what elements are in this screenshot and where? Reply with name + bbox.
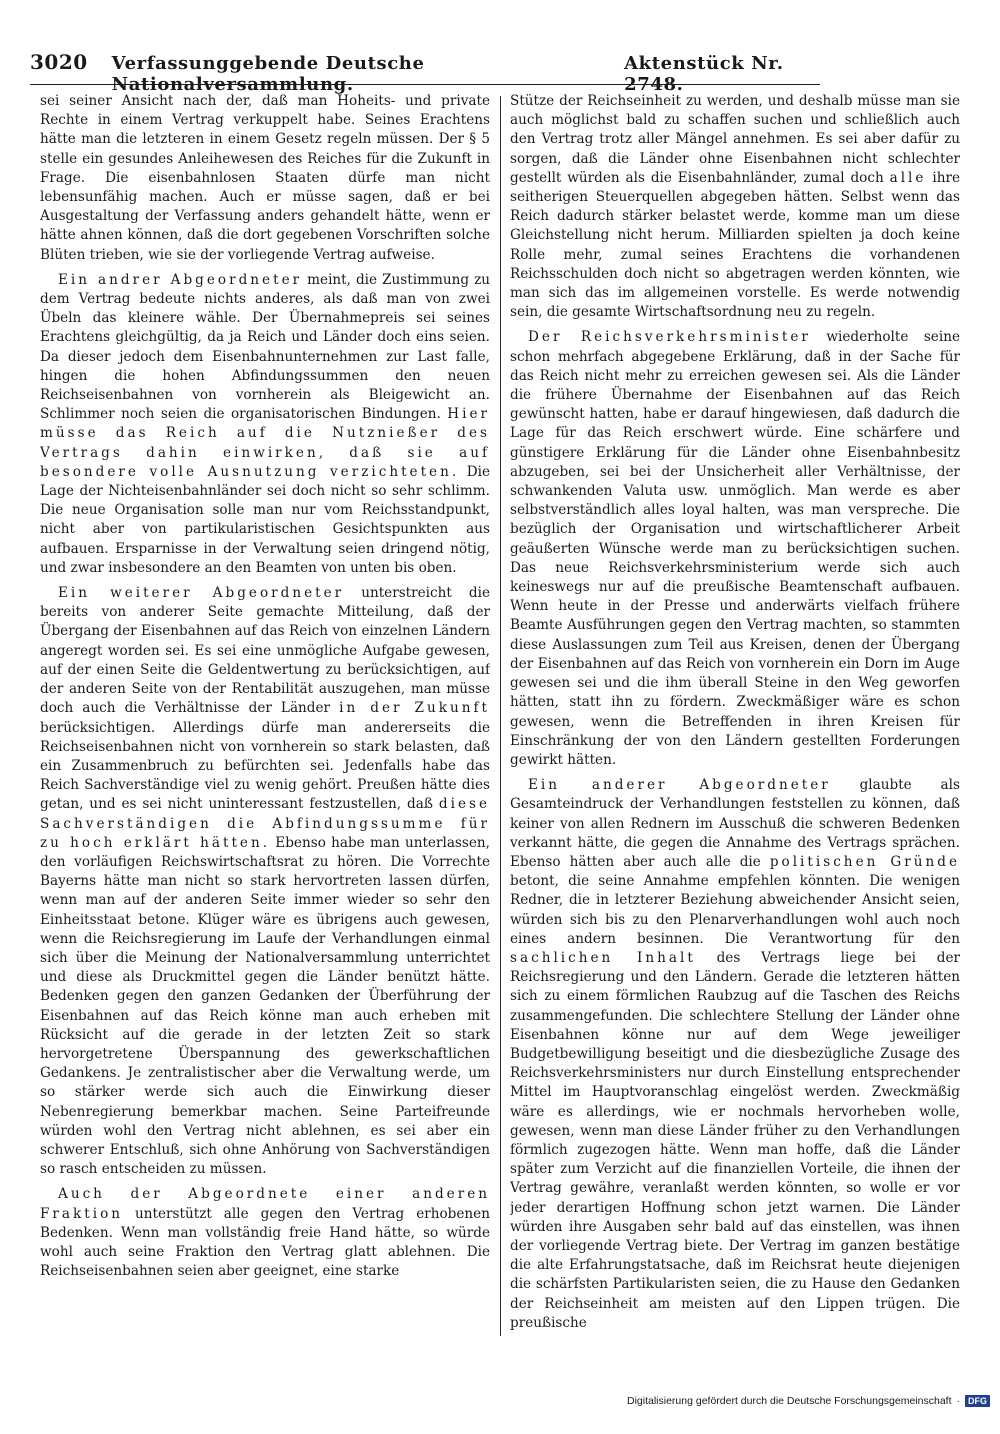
- paragraph: [40, 1185, 490, 1281]
- paragraph-text: Ebenso habe man unterlassen, den vorläufigen Reichswirtschaftsrat zu hören. Die Vorrechte Bayerns hätte man nicht so stark hervortreten lassen dürfen, wenn man auf der anderen Seite immer wieder so sehr den Einheitsstaat betone. Klüger wäre es übrigens auch gewesen, wenn die Reichsregierung im Laufe der Verhandlungen einmal sich über die Meinung der Nationalversammlung unterrichtet und diese als Druckmittel gegen die Länder benützt hätte. Bedenken gegen den ganzen Gedanken der Überführung der Eisenbahnen auf das Reich könne man auch erheben mit Rücksicht auf die gerade in der letzten Zeit so stark hervorgetretene Überspannung des gewerkschaftlichen Gedankens. Je zentralistischer aber die Verwaltung werde, um so stärker werde sich auch die Einwirkung dieser Nebenregierung bemerkbar machen. Seine Parteifreunde würden wohl den Vertrag nicht ablehnen, es sei aber ein schwerer Entschluß, sich ohne Anhörung von Sachverständigen so rasch entscheiden zu müssen.: [40, 834, 490, 1178]
- running-title: Verfassunggebende Deutsche Nationalversammlung.: [111, 53, 425, 95]
- paragraph-text: Stütze der Reichseinheit zu werden, und deshalb müsse man sie auch möglichst bald zu schaffen suchen und schließlich auch den Vertrag trotz aller Mängel annehmen. Es sei aber dafür zu sorgen, daß die Länder ohne Eisenbahnen nicht schlechter gestellt würden als die Eisenbahnländer, zumal doch: [510, 93, 960, 186]
- emphasized-text: Hier müsse das Reich auf die Nutznießer des Vertrags dahin einwirken, daß sie auf besondere volle Ausnutzung verzichteten.: [40, 406, 490, 480]
- speaker-name: Auch der Abgeordnete einer anderen Fraktion: [40, 1186, 490, 1222]
- speaker-name: Ein anderer Abgeordneter: [528, 777, 831, 794]
- paragraph: [40, 92, 490, 265]
- dfg-logo-icon: DFG: [965, 1395, 990, 1407]
- paragraph: [40, 584, 490, 1179]
- speaker-name: Ein andrer Abgeordneter: [58, 271, 303, 288]
- page-number: 3020: [30, 50, 88, 74]
- speaker-name: Der Reichsverkehrsminister: [528, 329, 811, 346]
- paragraph: [510, 92, 960, 322]
- paragraph: [510, 776, 960, 1333]
- speaker-name: Ein weiterer Abgeordneter: [58, 585, 345, 602]
- left-column: [40, 92, 490, 1342]
- column-divider: [500, 96, 501, 1336]
- emphasized-text: in der Zukunft: [339, 700, 490, 717]
- paragraph-text: betont, die seine Annahme empfehlen könnten. Die wenigen Redner, die in letzterer Beziehung abweichender Ansicht seien, würden sich bis zu den Plenarverhandlungen wohl auch noch eines andern besinnen. Die Verantwortung für den: [510, 873, 960, 947]
- paragraph-text: wiederholte seine schon mehrfach abgegebene Erklärung, daß in der Sache für das Reich nicht mehr zu erreichen gewesen sei. Als die Länder die frühere Übernahme der Eisenbahnen auf das Reich gewünscht hatten, habe er darauf hingewiesen, daß dadurch die Lage für das Reich erschwert würde. Eine schärfere und günstigere Erklärung für die Länder ohne Eisenbahnbesitz abzugeben, sei bei der Unsicherheit aller Verhältnisse, der schwankenden Valuta usw. unmöglich. Man werde es aber selbstverständlich alles loyal halten, was man verspreche. Die bezüglich der Organisation und wirtschaftlicherer Arbeit geäußerten Wünsche werde man zu berücksichtigen suchen. Das neue Reichsverkehrsministerium werde sich auch keineswegs nur auf die preußische Beamtenschaft aufbauen. Wenn heute in der Presse und anderwärts vielfach frühere Beamte Ausführungen gegen den Vertrag machten, so stammten diese Auslassungen zum Teil aus Kreisen, denen der Übergang der Eisenbahnen auf das Reich von vornherein ein Dorn im Auge gewesen sei und die ihm überall Steine in den Weg geworfen hätten, statt ihn zu fördern. Zweckmäßiger wäre es schon gewesen, wenn die Betreffenden in ihren Kreisen für Einschränkung der von den Ländern gestellten Forderungen gewirkt hätten.: [510, 329, 960, 768]
- emphasized-text: sachlichen Inhalt: [510, 949, 696, 966]
- emphasized-text: politischen Gründe: [769, 853, 960, 870]
- paragraph-text: des Vertrags liege bei der Reichsregierung und den Ländern. Gerade die letzteren hätten sich zu einem förmlichen Raubzug auf die Taschen des Reichs zusammengefunden. Die schlechtere Stellung der Länder ohne Eisenbahnen könne nur auf dem Wege jeweiliger Budgetbewilligung beseitigt und die diesbezügliche Zusage des Reichsverkehrsministers nur durch Einstellung entsprechender Mittel im Hauptvoranschlag eingelöst werden. Zweckmäßig wäre es allerdings, wie er nochmals hervorheben wolle, gewesen, wenn man diese Länder früher zu den Verhandlungen förmlich zugezogen hätte. Wenn man hoffe, daß die Länder später zum Verzicht auf die finanziellen Vorteile, die ihnen der Vertrag gewähre, veranlaßt werden könnten, so wolle er vor jeder derartigen Hoffnung schon jetzt warnen. Die Länder würden ihre Ausgaben sehr bald auf das einstellen, was ihnen der vorliegende Vertrag biete. Der Vertrag im ganzen bestätige die alte Erfahrungstatsache, daß im Reichsrat heute diejenigen die schärfsten Partikularisten seien, die zu Hause den Gedanken der Reichseinheit am meisten auf den Lippen trügen. Die preußische: [510, 949, 960, 1331]
- right-column: [510, 92, 960, 1342]
- paragraph: [510, 328, 960, 770]
- emphasized-text: alle: [889, 169, 927, 186]
- footer-separator: ·: [956, 1395, 960, 1407]
- paragraph-text: unterstreicht die bereits von anderer Seite gemachte Mitteilung, daß der Übergang der Eisenbahnen auf das Reich von einzelnen Ländern angeregt worden sei. Es sei eine unmögliche Aufgabe gewesen, auf der einen Seite die Geldentwertung zu berücksichtigen, auf der anderen Seite von der Rentabilität auszugehen, man müsse doch auch die Verhältnisse der Länder: [40, 585, 490, 717]
- page-header: [30, 50, 830, 95]
- paragraph-text: sei seiner Ansicht nach der, daß man Hoheits- und private Rechte in einem Vertrag verkuppelt habe. Seines Erachtens hätte man die letzteren in einem Gesetz regeln müssen. Der § 5 stelle ein gesundes Anleihewesen des Reiches für die Zukunft in Frage. Die eisenbahnlosen Staaten dürfe man nicht lebensunfähig machen. Auch er müsse sagen, daß er bei Ausgestaltung der Verfassung anders gehandelt hätte, wenn er hätte ahnen können, daß die dort gegebenen Vorschriften solche Blüten trieben, wie sie der vorliegende Vertrag aufweise.: [40, 93, 490, 263]
- paragraph-text: meint, die Zustimmung zu dem Vertrag bedeute nichts anderes, als daß man von zwei Übeln das kleinere wähle. Der Übernahmepreis sei seines Erachtens gleichgültig, da ja Reich und Länder doch eins seien. Da dieser jedoch dem Eisenbahnunternehmen zur Last falle, hingen die hohen Abfindungssummen den neuen Reichseisenbahnen von vornherein als Bleigewicht an. Schlimmer noch seien die organisatorischen Bindungen.: [40, 271, 490, 423]
- paragraph-text: unterstützt alle gegen den Vertrag erhobenen Bedenken. Wenn man vollständig freie Hand hätte, so würde wohl auch seine Fraktion den Vertrag glatt ablehnen. Die Reichseisenbahnen seien aber geeignet, eine starke: [40, 1205, 490, 1280]
- paragraph-text: ihre seitherigen Steuerquellen abgegeben hätten. Selbst wenn das Reich dadurch stärker belastet werde, komme man um diese Gleichstellung nicht herum. Milliarden spielten ja doch keine Rolle mehr, zumal seines Erachtens die vorhandenen Reichsschulden doch nicht so abgetragen werden könnten, wie man sich das im allgemeinen vorstelle. Es werde notwendig sein, die gesamte Wirtschaftsordnung neu zu regeln.: [510, 169, 960, 321]
- footer-text: Digitalisierung gefördert durch die Deutsche Forschungsgemeinschaft: [626, 1395, 952, 1407]
- paragraph-text: glaubte als Gesamteindruck der Verhandlungen feststellen zu können, daß keiner von allen Rednern im Ausschuß die schweren Bedenken verkannt hätte, die gegen die Annahme des Vertrags sprächen. Ebenso hätten aber auch alle die: [510, 777, 960, 870]
- document-number: Aktenstück Nr. 2748.: [624, 53, 784, 95]
- header-rule: [30, 84, 820, 85]
- paragraph: [40, 271, 490, 578]
- paragraph-text: berücksichtigen. Allerdings dürfe man andererseits die Reichseisenbahnen nicht von vornherein so stark belasten, daß ein Zusammenbruch zu befürchten sei. Jedenfalls habe das Reich Sachverständige viel zu wenig gehört. Preußen hätte dies getan, und es sei nicht uninteressant festzustellen, daß: [40, 719, 490, 813]
- emphasized-text: diese Sachverständigen die Abfindungssumme für zu hoch erklärt hätten.: [40, 796, 490, 851]
- paragraph-text: Die Lage der Nichteisenbahnländer sei doch nicht so sehr schlimm. Die neue Organisation solle man nur vom Reichsstandpunkt, nicht aber von partikularistischen Gesichtspunkten aus aufbauen. Ersparnisse in der Verwaltung seien dringend nötig, und zwar insbesondere an den Beamten von unten bis oben.: [40, 463, 490, 576]
- footer-credit: [600, 1392, 990, 1410]
